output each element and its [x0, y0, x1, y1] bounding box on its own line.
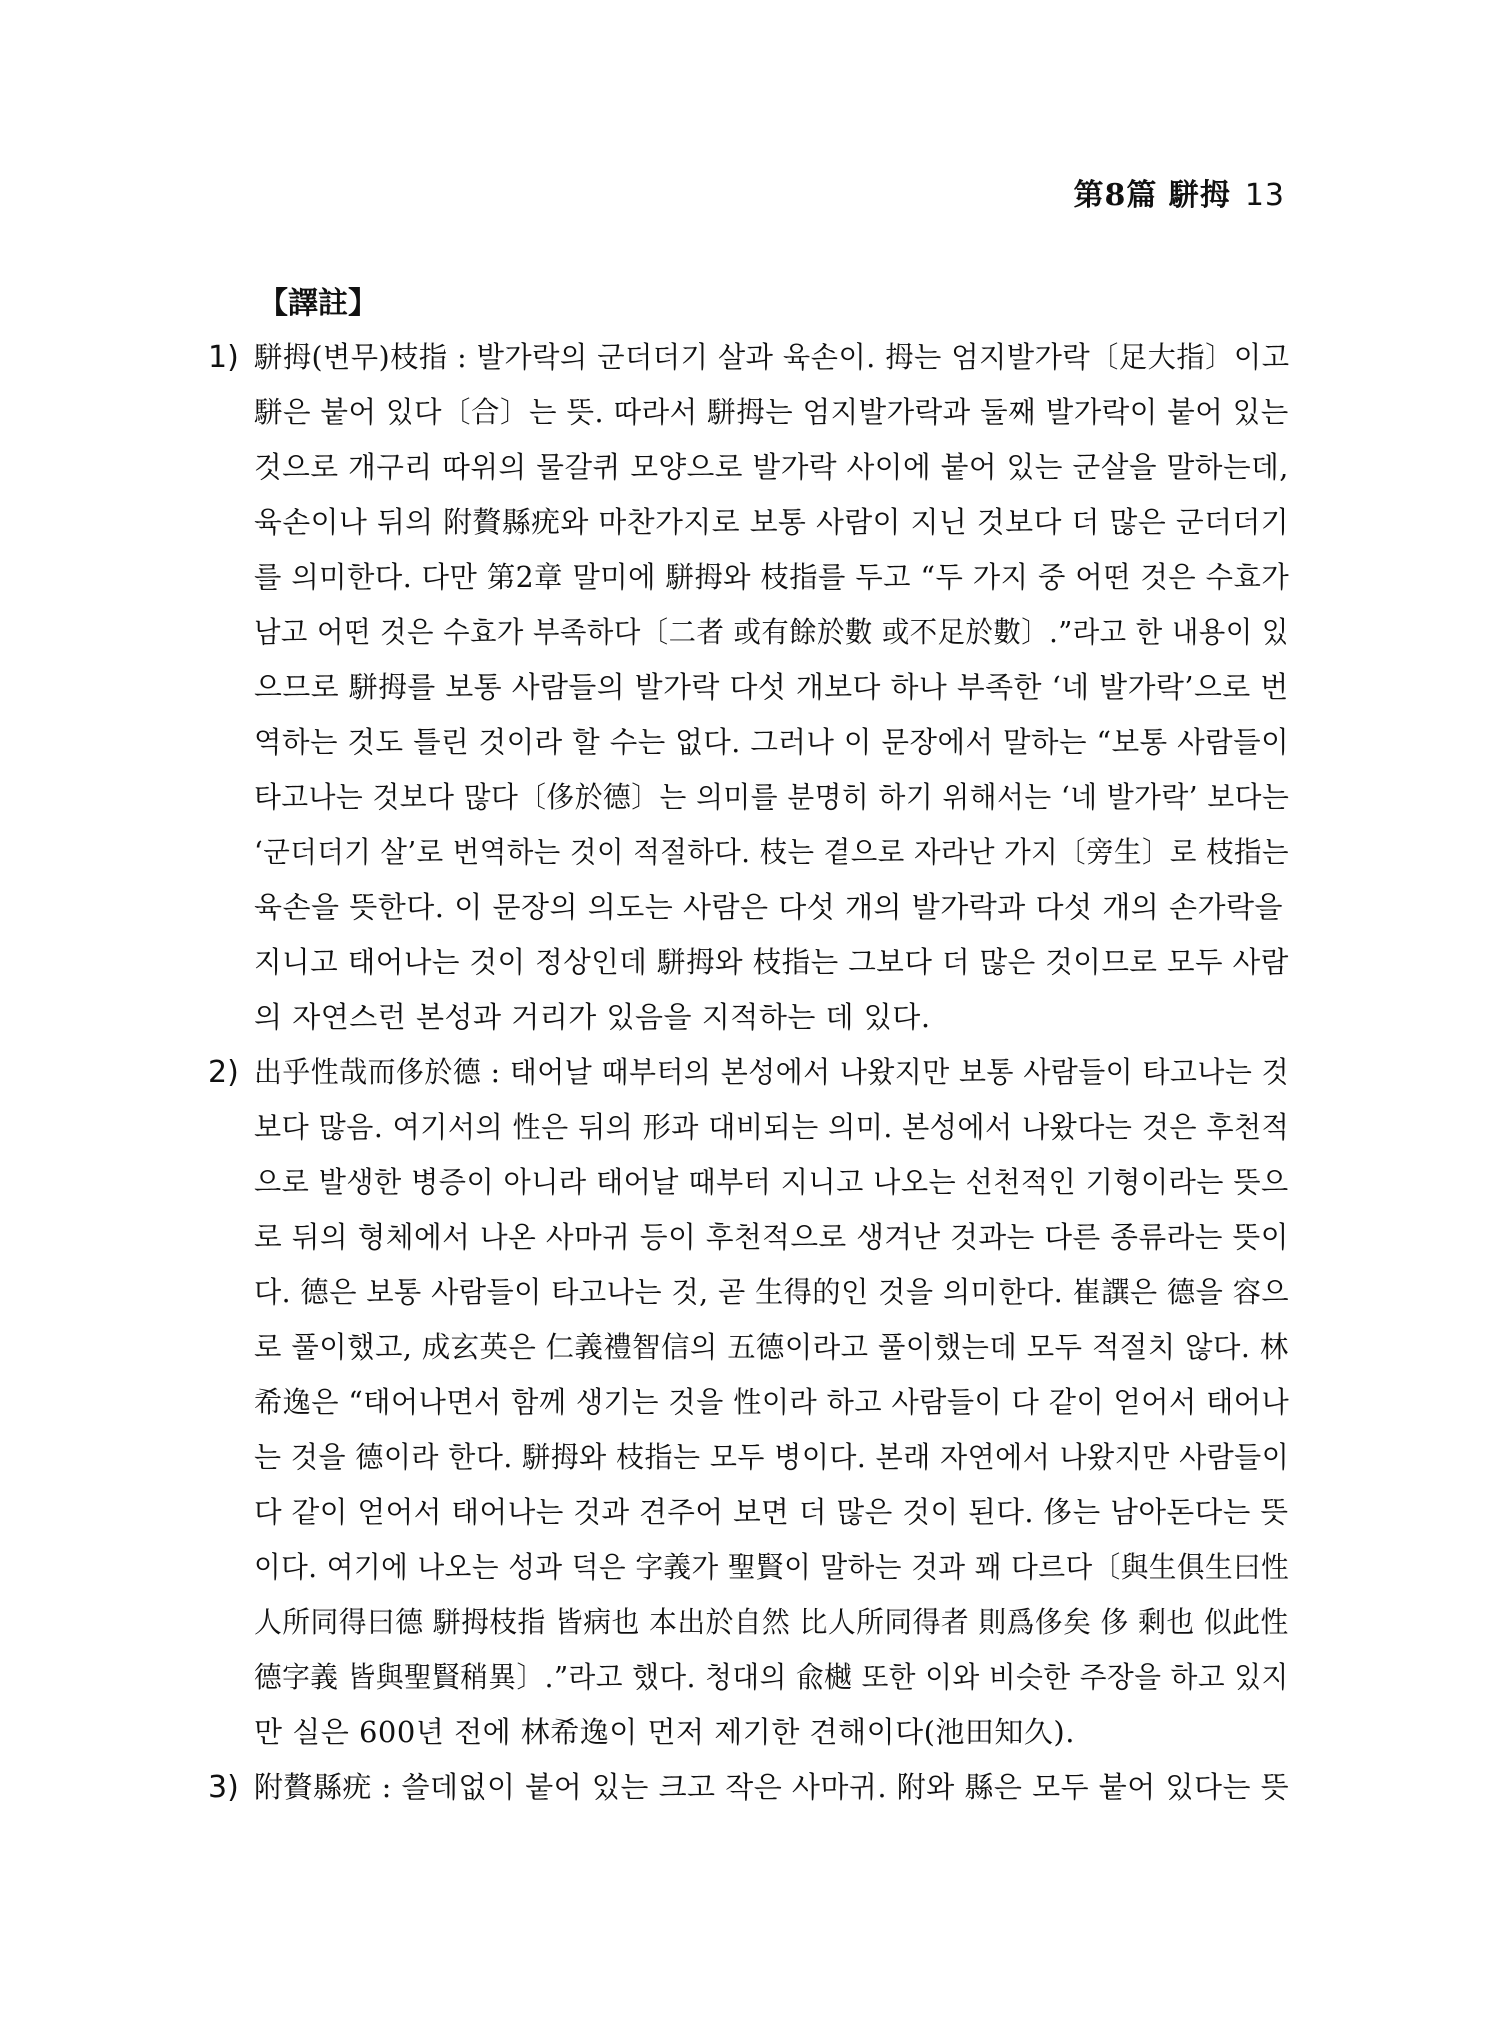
note-body — [254, 1045, 1289, 1760]
note-line: 出乎性哉而侈於德 : 태어날 때부터의 본성에서 나왔지만 보통 사람들이 타고나는 것 — [254, 1055, 1290, 1089]
note-line: 육손을 뜻한다. 이 문장의 의도는 사람은 다섯 개의 발가락과 다섯 개의 손가락을 — [254, 890, 1284, 924]
note-body — [254, 330, 1289, 1045]
note-line: 만 실은 600년 전에 林希逸이 먼저 제기한 견해이다(池田知久). — [254, 1715, 1075, 1749]
page-header — [1073, 170, 1285, 214]
note-line: 를 의미한다. 다만 第2章 말미에 駢拇와 枝指를 두고 “두 가지 중 어떤 것은 수효가 — [254, 560, 1290, 594]
note-line: 으므로 駢拇를 보통 사람들의 발가락 다섯 개보다 하나 부족한 ‘네 발가락’으로 번 — [254, 670, 1289, 704]
note-number: 1) — [208, 340, 239, 375]
note-line: 로 풀이했고, 成玄英은 仁義禮智信의 五德이라고 풀이했는데 모두 적절치 않다. 林 — [254, 1330, 1289, 1364]
running-title: 第8篇 駢拇 — [1073, 178, 1231, 213]
note-line: 지니고 태어나는 것이 정상인데 駢拇와 枝指는 그보다 더 많은 것이므로 모두 사람 — [254, 945, 1289, 979]
note-line: ‘군더더기 살’로 번역하는 것이 적절하다. 枝는 곁으로 자라난 가지〔旁生〕로 枝指는 — [254, 835, 1289, 869]
note-line: 附贅縣疣 : 쓸데없이 붙어 있는 크고 작은 사마귀. 附와 縣은 모두 붙어 있다는 뜻 — [254, 1770, 1290, 1804]
note-line: 駢은 붙어 있다〔合〕는 뜻. 따라서 駢拇는 엄지발가락과 둘째 발가락이 붙어 있는 — [254, 395, 1289, 429]
note-line: 보다 많음. 여기서의 性은 뒤의 形과 대비되는 의미. 본성에서 나왔다는 것은 후천적 — [254, 1110, 1290, 1144]
note-line: 人所同得曰德 駢拇枝指 皆病也 本出於自然 比人所同得者 則爲侈矣 侈 剩也 似此性 — [254, 1605, 1289, 1639]
note-line: 것으로 개구리 따위의 물갈퀴 모양으로 발가락 사이에 붙어 있는 군살을 말하는데, — [254, 450, 1289, 484]
note-line: 希逸은 “태어나면서 함께 생기는 것을 性이라 하고 사람들이 다 같이 얻어서 태어나 — [254, 1385, 1290, 1419]
note-item — [0, 330, 1495, 1045]
note-line: 타고나는 것보다 많다〔侈於德〕는 의미를 분명히 하기 위해서는 ‘네 발가락’ 보다는 — [254, 780, 1290, 814]
note-number: 2) — [208, 1055, 239, 1090]
note-line: 으로 발생한 병증이 아니라 태어날 때부터 지니고 나오는 선천적인 기형이라는 뜻으 — [254, 1165, 1289, 1199]
note-line: 육손이나 뒤의 附贅縣疣와 마찬가지로 보통 사람이 지닌 것보다 더 많은 군더더기 — [254, 505, 1290, 539]
section-heading: 【譯註】 — [258, 286, 378, 321]
note-line: 는 것을 德이라 한다. 駢拇와 枝指는 모두 병이다. 본래 자연에서 나왔지만 사람들이 — [254, 1440, 1290, 1474]
note-line: 駢拇(변무)枝指 : 발가락의 군더더기 살과 육손이. 拇는 엄지발가락〔足大指〕이고 — [254, 340, 1290, 374]
note-item — [0, 1760, 1495, 1815]
note-body — [254, 1760, 1289, 1815]
note-line: 다 같이 얻어서 태어나는 것과 견주어 보면 더 많은 것이 된다. 侈는 남아돈다는 뜻 — [254, 1495, 1289, 1529]
page-number: 13 — [1244, 178, 1285, 213]
note-line: 의 자연스런 본성과 거리가 있음을 지적하는 데 있다. — [254, 1000, 931, 1034]
note-line: 德字義 皆與聖賢稍異〕.”라고 했다. 청대의 兪樾 또한 이와 비슷한 주장을 하고 있지 — [254, 1660, 1289, 1694]
translator-notes — [0, 330, 1495, 1815]
note-item — [0, 1045, 1495, 1760]
note-line: 이다. 여기에 나오는 성과 덕은 字義가 聖賢이 말하는 것과 꽤 다르다〔與生俱生曰性 — [254, 1550, 1290, 1584]
note-line: 다. 德은 보통 사람들이 타고나는 것, 곧 生得的인 것을 의미한다. 崔譔은 德을 容으 — [254, 1275, 1290, 1309]
note-line: 로 뒤의 형체에서 나온 사마귀 등이 후천적으로 생겨난 것과는 다른 종류라는 뜻이 — [254, 1220, 1289, 1254]
note-line: 역하는 것도 틀린 것이라 할 수는 없다. 그러나 이 문장에서 말하는 “보통 사람들이 — [254, 725, 1290, 759]
note-number: 3) — [208, 1770, 239, 1805]
note-line: 남고 어떤 것은 수효가 부족하다〔二者 或有餘於數 或不足於數〕.”라고 한 내용이 있 — [254, 615, 1289, 649]
